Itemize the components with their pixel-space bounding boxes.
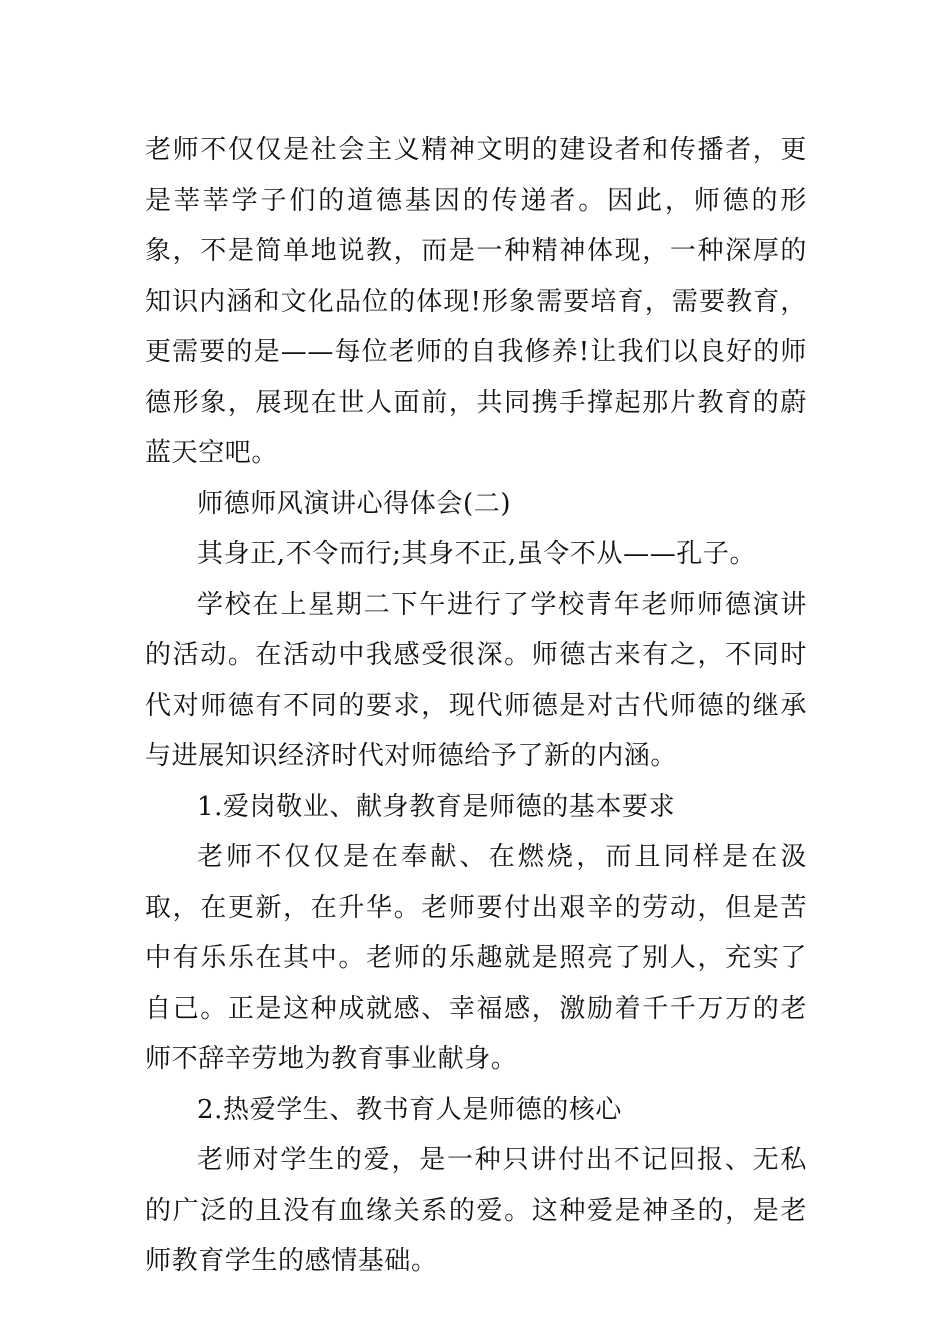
point-2-body: 老师对学生的爱，是一种只讲付出不记回报、无私的广泛的且没有血缘关系的爱。这种爱是神圣的，是老师教育学生的感情基础。 xyxy=(145,1145,807,1276)
point-1-heading: 1.爱岗敬业、献身教育是师德的基本要求 xyxy=(197,791,676,822)
paragraph-1: 老师不仅仅是社会主义精神文明的建设者和传播者，更是莘莘学子们的道德基因的传递者。因此，师德的形象，不是简单地说教，而是一种精神体现，一种深厚的知识内涵和文化品位的体现!形象需要培育，需要教育，更需要的是——每位老师的自我修养!让我们以良好的师德形象，展现在世人面前，共同携手撑起那片教育的蔚蓝天空吧。 xyxy=(145,135,807,468)
point-2-heading: 2.热爱学生、教书育人是师德的核心 xyxy=(197,1094,623,1125)
section-heading: 师德师风演讲心得体会(二) xyxy=(197,488,512,519)
quote-line: 其身正,不令而行;其身不正,虽令不从——孔子。 xyxy=(197,539,757,569)
paragraph-intro: 学校在上星期二下午进行了学校青年老师师德演讲的活动。在活动中我感受很深。师德古来有之，不同时代对师德有不同的要求，现代师德是对古代师德的继承与进展知识经济时代对师德给予了新的内涵。 xyxy=(145,589,807,771)
document-body xyxy=(145,125,807,1287)
point-1-body: 老师不仅仅是在奉献、在燃烧，而且同样是在汲取，在更新，在升华。老师要付出艰辛的劳动，但是苦中有乐乐在其中。老师的乐趣就是照亮了别人，充实了自己。正是这种成就感、幸福感，激励着千千万万的老师不辞辛劳地为教育事业献身。 xyxy=(145,842,807,1074)
